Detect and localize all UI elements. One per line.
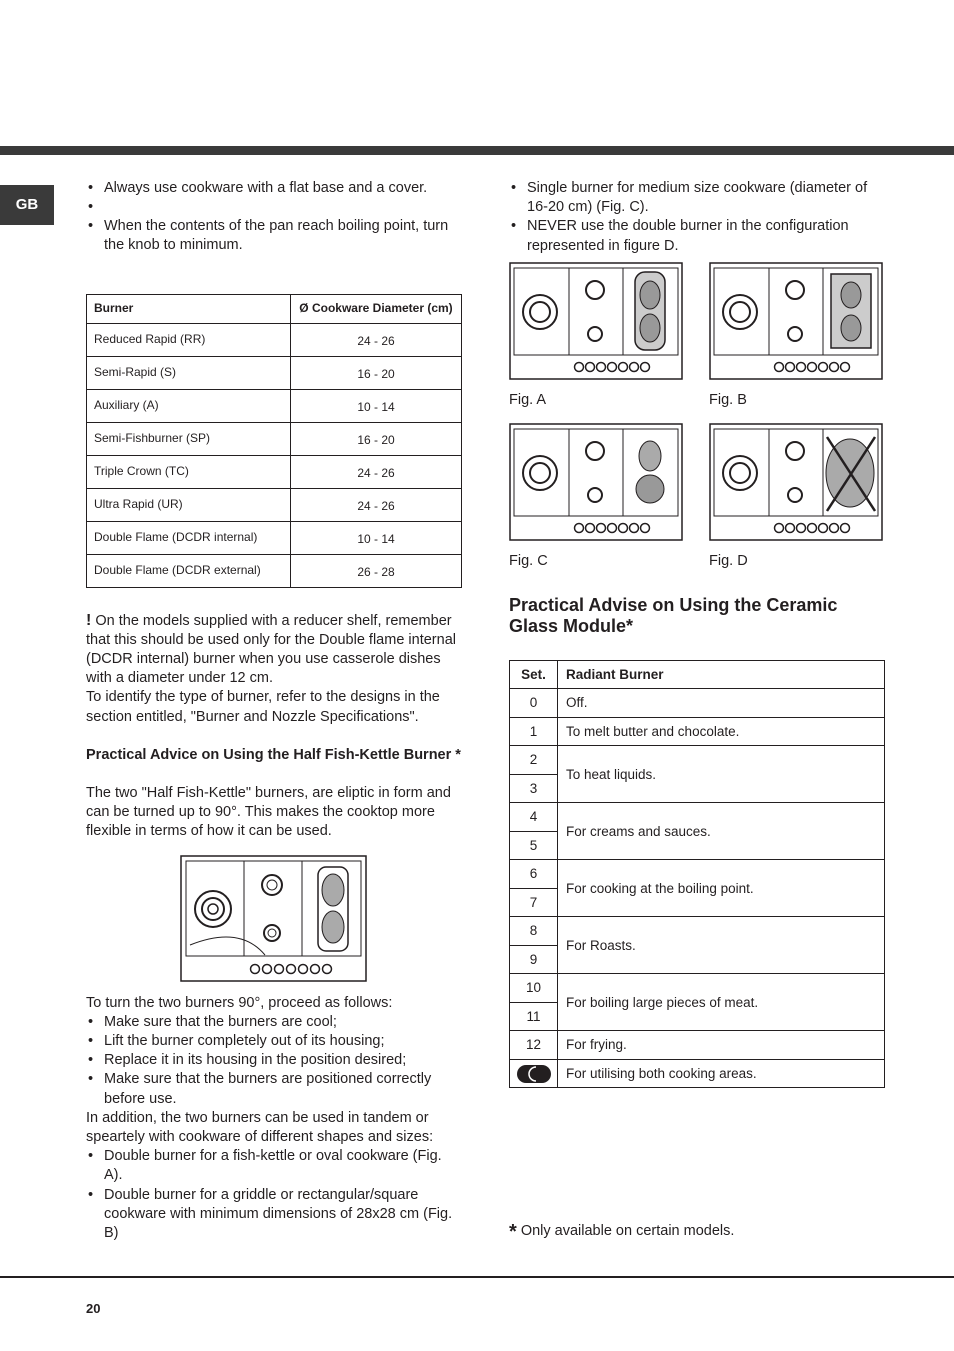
fig-a-label: Fig. A bbox=[509, 391, 547, 408]
page-number: 20 bbox=[86, 1301, 101, 1316]
set-description: For creams and sauces. bbox=[558, 803, 885, 860]
set-description: For utilising both cooking areas. bbox=[558, 1059, 885, 1088]
set-value: 3 bbox=[510, 774, 558, 803]
footer-rule bbox=[0, 1276, 954, 1278]
set-value: 1 bbox=[510, 717, 558, 746]
dual-zone-icon bbox=[516, 1064, 552, 1084]
warning-text: On the models supplied with a reducer shelf, remember that this should be used only for the Double flame internal (DCDR internal) burner when you use casserole dishes with a diameter under 12 cm. bbox=[86, 612, 456, 687]
turn-intro: To turn the two burners 90°, proceed as follows: bbox=[86, 994, 393, 1011]
tips-list bbox=[86, 179, 463, 256]
table-row bbox=[87, 521, 462, 554]
set-description: For boiling large pieces of meat. bbox=[558, 974, 885, 1031]
figure-a bbox=[509, 262, 683, 380]
burner-name: Semi-Fishburner (SP) bbox=[87, 422, 291, 455]
figure-d bbox=[709, 423, 883, 541]
header-burner: Burner bbox=[87, 294, 291, 323]
burner-name: Auxiliary (A) bbox=[87, 389, 291, 422]
language-tab bbox=[0, 185, 54, 225]
set-value: 0 bbox=[510, 689, 558, 718]
table-row bbox=[510, 917, 885, 946]
list-item: • Single burner for medium size cookware (diameter of 16-20 cm) (Fig. C). bbox=[509, 179, 885, 217]
header-radiant: Radiant Burner bbox=[558, 660, 885, 689]
fig-d-label: Fig. D bbox=[709, 552, 748, 569]
list-item: • Lift the burner completely out of its housing; bbox=[86, 1032, 463, 1051]
list-item: • Double burner for a griddle or rectangular/square cookware with minimum dimensions of 28x28 cm (Fig. B) bbox=[86, 1186, 463, 1244]
burner-diameter: 26 - 28 bbox=[291, 554, 462, 587]
table-header-row bbox=[87, 294, 462, 323]
set-description: For frying. bbox=[558, 1031, 885, 1060]
table-row bbox=[510, 803, 885, 832]
table-row bbox=[87, 323, 462, 356]
footnote-mark: * bbox=[509, 1221, 517, 1243]
burner-diameter: 10 - 14 bbox=[291, 389, 462, 422]
fish-kettle-text: The two "Half Fish-Kettle" burners, are eliptic in form and can be turned up to 90°. This makes the cooktop more flexible in terms of how it can be used. bbox=[86, 785, 451, 840]
set-value: 12 bbox=[510, 1031, 558, 1060]
warning-icon: ! bbox=[86, 611, 92, 629]
reducer-warning bbox=[86, 611, 463, 689]
fig-b-label: Fig. B bbox=[709, 391, 747, 408]
set-value: 7 bbox=[510, 888, 558, 917]
fig-c-label: Fig. C bbox=[509, 552, 548, 569]
list-item: • NEVER use the double burner in the configuration represented in figure D. bbox=[509, 217, 885, 255]
table-row bbox=[510, 689, 885, 718]
list-item: • Make sure that the burners are cool; bbox=[86, 1013, 463, 1032]
burner-diameter: 10 - 14 bbox=[291, 521, 462, 554]
set-description: For Roasts. bbox=[558, 917, 885, 974]
header-set: Set. bbox=[510, 660, 558, 689]
figure-c bbox=[509, 423, 683, 541]
set-value bbox=[510, 1059, 558, 1088]
set-value: 2 bbox=[510, 746, 558, 775]
language-tab-label: GB bbox=[15, 196, 39, 214]
table-row bbox=[87, 356, 462, 389]
table-row bbox=[87, 554, 462, 587]
footnote-text: Only available on certain models. bbox=[516, 1223, 735, 1239]
table-row bbox=[87, 389, 462, 422]
burner-diameter: 24 - 26 bbox=[291, 488, 462, 521]
set-description: For cooking at the boiling point. bbox=[558, 860, 885, 917]
burner-table bbox=[86, 294, 462, 588]
table-row bbox=[510, 1031, 885, 1060]
ceramic-table bbox=[509, 660, 885, 1089]
set-value: 11 bbox=[510, 1002, 558, 1031]
tandem-text: In addition, the two burners can be used in tandem or speartely with cookware of different shapes and sizes: bbox=[86, 1109, 434, 1146]
burner-diameter: 16 - 20 bbox=[291, 422, 462, 455]
set-value: 9 bbox=[510, 945, 558, 974]
table-row bbox=[510, 717, 885, 746]
burner-name: Reduced Rapid (RR) bbox=[87, 323, 291, 356]
cooktop-fig-d-icon bbox=[709, 423, 883, 541]
cooktop-fig-c-icon bbox=[509, 423, 683, 541]
figure-grid bbox=[509, 262, 885, 587]
usage-list bbox=[509, 179, 885, 256]
table-row bbox=[87, 455, 462, 488]
set-description: To heat liquids. bbox=[558, 746, 885, 803]
set-description: To melt butter and chocolate. bbox=[558, 717, 885, 746]
figure-b bbox=[709, 262, 883, 380]
tandem-list bbox=[86, 1147, 463, 1243]
set-value: 4 bbox=[510, 803, 558, 832]
set-value: 8 bbox=[510, 917, 558, 946]
burner-name: Double Flame (DCDR external) bbox=[87, 554, 291, 587]
burner-name: Semi-Rapid (S) bbox=[87, 356, 291, 389]
table-row bbox=[510, 746, 885, 775]
right-column bbox=[509, 179, 885, 1088]
header-bar bbox=[0, 146, 954, 155]
header-diameter: Ø Cookware Diameter (cm) bbox=[291, 294, 462, 323]
table-row bbox=[87, 422, 462, 455]
table-row bbox=[510, 860, 885, 889]
burner-diameter: 16 - 20 bbox=[291, 356, 462, 389]
list-item: • Double burner for a fish-kettle or oval cookware (Fig. A). bbox=[86, 1147, 463, 1185]
burner-diameter: 24 - 26 bbox=[291, 323, 462, 356]
table-row bbox=[510, 974, 885, 1003]
table-row bbox=[87, 488, 462, 521]
list-item: • When the contents of the pan reach boiling point, turn the knob to minimum. bbox=[86, 217, 463, 255]
set-value: 10 bbox=[510, 974, 558, 1003]
cooktop-illustration bbox=[86, 855, 463, 982]
cooktop-fig-a-icon bbox=[509, 262, 683, 380]
table-header-row bbox=[510, 660, 885, 689]
left-column bbox=[86, 179, 463, 1243]
footnote bbox=[509, 1222, 734, 1242]
burner-type-note: To identify the type of burner, refer to the designs in the section entitled, "Burner and Nozzle Specifications". bbox=[86, 689, 440, 725]
list-item: • Replace it in its housing in the position desired; bbox=[86, 1051, 463, 1070]
burner-diameter: 24 - 26 bbox=[291, 455, 462, 488]
list-item: • Make sure that the burners are positioned correctly before use. bbox=[86, 1070, 463, 1108]
burner-name: Double Flame (DCDR internal) bbox=[87, 521, 291, 554]
burner-name: Ultra Rapid (UR) bbox=[87, 488, 291, 521]
cooktop-icon bbox=[180, 855, 367, 982]
set-value: 5 bbox=[510, 831, 558, 860]
fish-kettle-heading: Practical Advice on Using the Half Fish-Kettle Burner * bbox=[86, 746, 461, 763]
list-item: • Always use cookware with a flat base and a cover. bbox=[86, 179, 463, 198]
ceramic-heading: Practical Advise on Using the Ceramic Glass Module* bbox=[509, 594, 838, 636]
burner-name: Triple Crown (TC) bbox=[87, 455, 291, 488]
cooktop-fig-b-icon bbox=[709, 262, 883, 380]
set-description: Off. bbox=[558, 689, 885, 718]
turn-steps-list bbox=[86, 1013, 463, 1109]
set-value: 6 bbox=[510, 860, 558, 889]
table-row bbox=[510, 1059, 885, 1088]
